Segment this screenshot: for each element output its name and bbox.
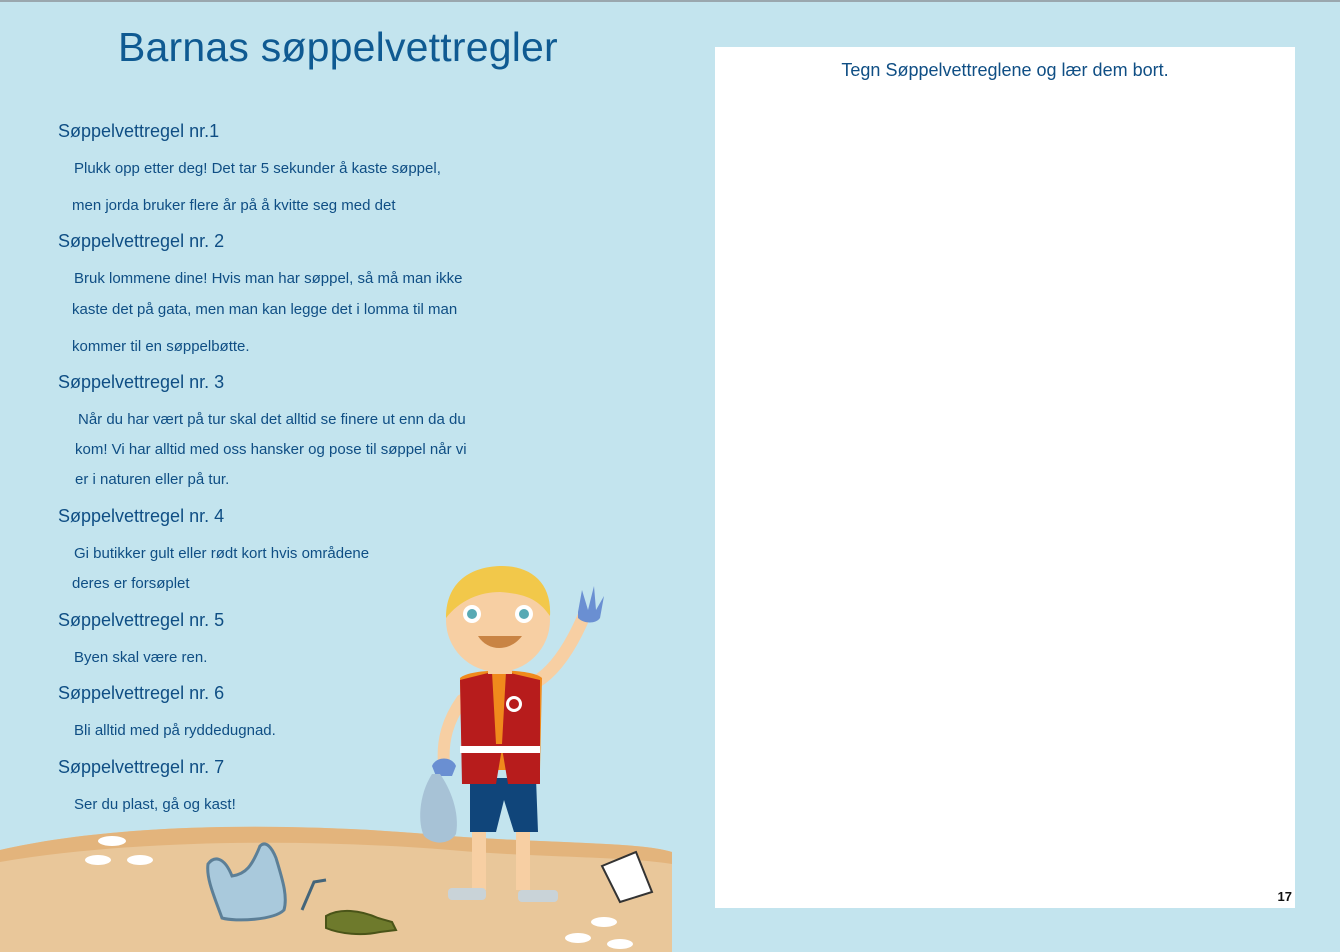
rule-3-text-line: kom! Vi har alltid med oss hansker og pose til søppel når vi [75,441,467,458]
rule-5-heading: Søppelvettregel nr. 5 [58,610,225,630]
white-stone [591,917,617,927]
white-stone [127,855,153,865]
rule-2-text-line: Bruk lommene dine! Hvis man har søppel, så må man ikke [74,270,463,287]
drawing-instruction: Tegn Søppelvettreglene og lær dem bort. [841,60,1169,80]
rule-4-heading: Søppelvettregel nr. 4 [58,506,225,526]
rule-3-text-line: er i naturen eller på tur. [75,471,230,488]
trash-bag [420,774,457,843]
rule-2-text-line: kommer til en søppelbøtte. [72,338,250,355]
page-title: Barnas søppelvettregler [118,24,558,70]
page-number: 17 [1277,889,1292,904]
white-stone [85,855,111,865]
white-stone [565,933,591,943]
rule-2-heading: Søppelvettregel nr. 2 [58,231,225,251]
rule-7-text-line: Ser du plast, gå og kast! [74,796,236,813]
rule-4-text-line: deres er forsøplet [72,575,190,592]
white-stone [98,836,126,846]
rule-6-heading: Søppelvettregel nr. 6 [58,683,225,703]
rule-4-text-line: Gi butikker gult eller rødt kort hvis områdene [74,545,370,562]
rule-2-text-line: kaste det på gata, men man kan legge det i lomma til man [72,301,458,318]
beach-cleanup-illustration [0,560,680,952]
rule-1-text-line: men jorda bruker flere år på å kvitte seg med det [72,197,396,214]
rule-3-heading: Søppelvettregel nr. 3 [58,372,225,392]
rule-3-text-line: Når du har vært på tur skal det alltid se finere ut enn da du [78,411,466,428]
rule-6-text-line: Bli alltid med på ryddedugnad. [74,722,276,739]
rule-1-heading: Søppelvettregel nr.1 [58,121,220,141]
drawing-area [715,47,1295,908]
white-stone [607,939,633,949]
rule-1-text-line: Plukk opp etter deg! Det tar 5 sekunder å kaste søppel, [74,160,441,177]
rule-5-text-line: Byen skal være ren. [74,649,208,666]
rule-7-heading: Søppelvettregel nr. 7 [58,757,225,777]
top-border [0,0,1340,2]
